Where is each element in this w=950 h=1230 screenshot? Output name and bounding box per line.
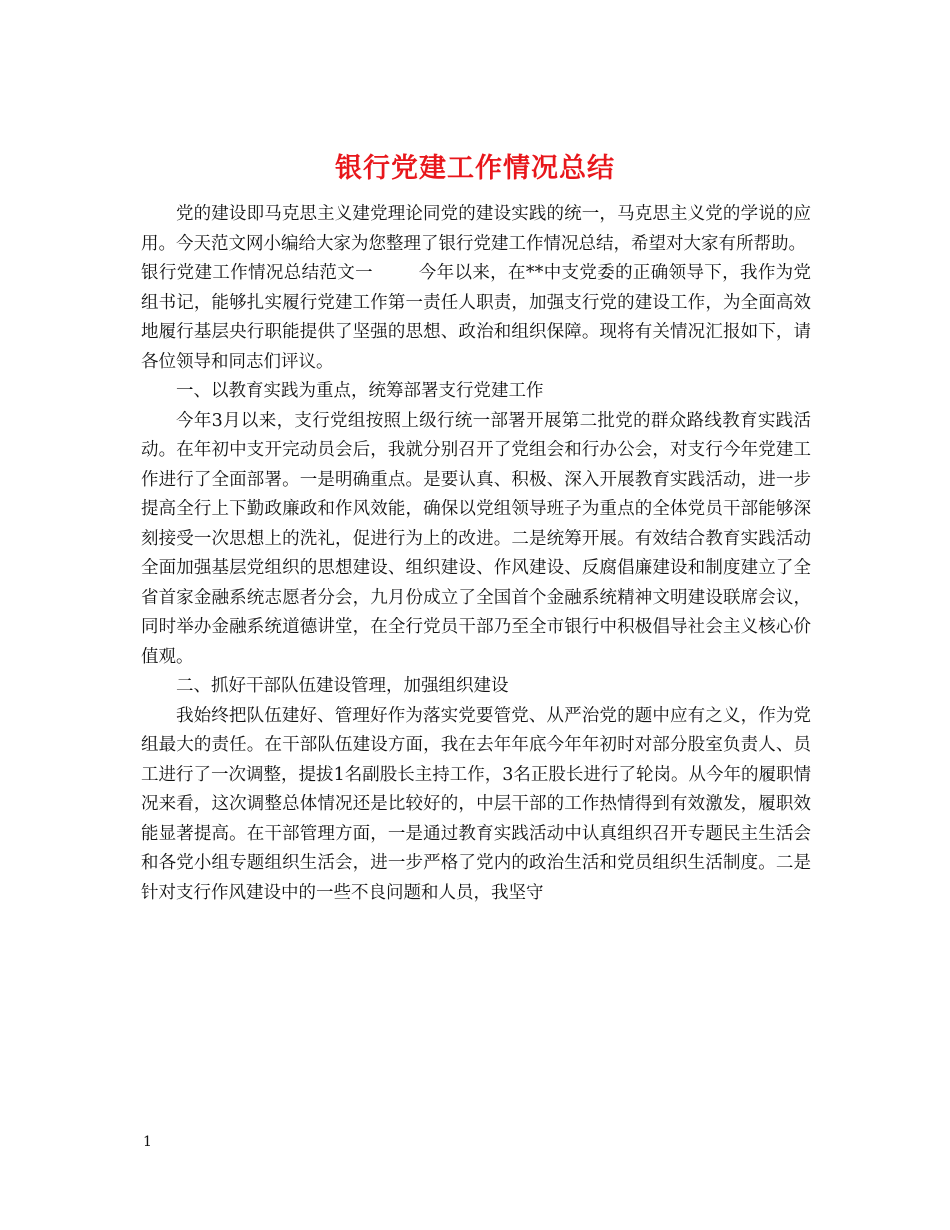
document-title: 银行党建工作情况总结 (335, 153, 615, 185)
sample-opening-text: 今年以来，在**中支党委的正确领导下，我作为党组书记，能够扎实履行党建工作第一责任人职责，加强支行党的建设工作，为全面高效地履行基层央行职能提供了坚强的思想、政治和组织保障。现将有关情况汇报如下，请各位领导和同志们评议。 (141, 263, 812, 372)
sample-paragraph (141, 259, 811, 377)
section-heading-1: 一、以教育实践为重点，统筹部署支行党建工作 (176, 381, 544, 401)
sample-label: 银行党建工作情况总结范文一 (141, 263, 373, 283)
section-paragraph-2: 我始终把队伍建好、管理好作为落实党要管党、从严治党的题中应有之义，作为党组最大的责任。在干部队伍建设方面，我在去年年底今年年初时对部分股室负责人、员工进行了一次调整，提拔1名副股长主持工作，3名正股长进行了轮岗。从今年的履职情况来看，这次调整总体情况还是比较好的，中层干部的工作热情得到有效激发，履职效能显著提高。在干部管理方面，一是通过教育实践活动中认真组织召开专题民主生活会和各党小组专题组织生活会，进一步严格了党内的政治生活和党员组织生活制度。二是针对支行作风建设中的一些不良问题和人员，我坚守 (141, 705, 811, 903)
page-number: 1 (143, 1134, 152, 1150)
section-paragraph-1: 今年3月以来，支行党组按照上级行统一部署开展第二批党的群众路线教育实践活动。在年初中支开完动员会后，我就分别召开了党组会和行办公会，对支行今年党建工作进行了全面部署。一是明确重点。是要认真、积极、深入开展教育实践活动，进一步提高全行上下勤政廉政和作风效能，确保以党组领导班子为重点的全体党员干部能够深刻接受一次思想上的洗礼，促进行为上的改进。二是统筹开展。有效结合教育实践活动全面加强基层党组织的思想建设、组织建设、作风建设、反腐倡廉建设和制度建立了全省首家金融系统志愿者分会，九月份成立了全国首个金融系统精神文明建设联席会议，同时举办金融系统道德讲堂，在全行党员干部乃至全市银行中积极倡导社会主义核心价值观。 (141, 410, 811, 667)
section-heading-2: 二、抓好干部队伍建设管理，加强组织建设 (176, 676, 509, 696)
intro-paragraph: 党的建设即马克思主义建党理论同党的建设实践的统一，马克思主义党的学说的应用。今天范文网小编给大家为您整理了银行党建工作情况总结，希望对大家有所帮助。 (141, 204, 811, 254)
document-body (141, 200, 811, 908)
